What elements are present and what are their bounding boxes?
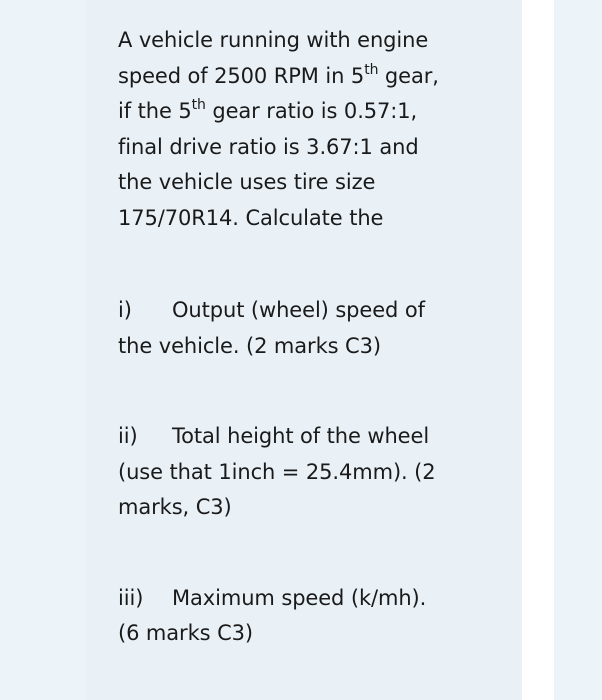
question-text — [118, 23, 518, 652]
part-2-line-2: (use that 1inch = 25.4mm). (2 — [118, 459, 436, 484]
question-part-3 — [118, 581, 518, 652]
intro-line-6: 175/70R14. Calculate the — [118, 205, 384, 230]
part-3-line-1: Maximum speed (k/mh). — [172, 585, 427, 610]
part-2-line-1: Total height of the wheel — [172, 424, 430, 448]
part-1-line-2: the vehicle. (2 marks C3) — [118, 333, 381, 358]
part-3-line-2: (6 marks C3) — [118, 621, 253, 645]
question-intro — [118, 23, 518, 236]
question-part-1 — [118, 293, 518, 364]
question-part-2 — [118, 419, 518, 526]
part-3-label: iii) — [118, 585, 144, 610]
intro-line-1: A vehicle running with engine — [118, 28, 429, 52]
part-1-label: i) — [118, 298, 132, 322]
right-margin-panel — [554, 0, 602, 700]
intro-line-2: speed of 2500 RPM in 5th gear, — [118, 61, 439, 88]
part-2-label: ii) — [118, 424, 138, 448]
part-1-line-1: Output (wheel) speed of — [172, 298, 425, 322]
intro-line-4: final drive ratio is 3.67:1 and — [118, 134, 419, 159]
intro-line-3: if the 5th gear ratio is 0.57:1, — [118, 97, 418, 123]
part-2-line-3: marks, C3) — [118, 495, 232, 519]
left-margin-panel — [0, 0, 86, 700]
intro-line-5: the vehicle uses tire size — [118, 170, 376, 194]
